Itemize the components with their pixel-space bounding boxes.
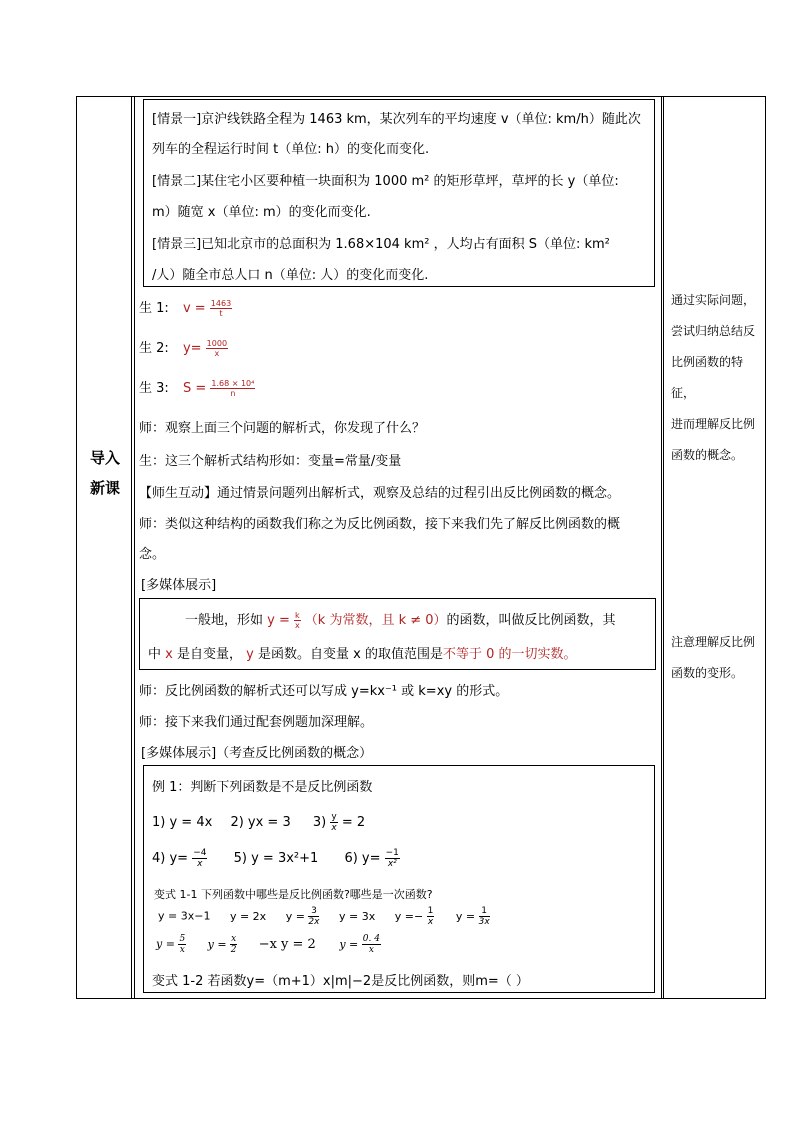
dialog-line: 师：反比例函数的解析式还可以写成 y=kx⁻¹ 或 k=xy 的形式。 [139,684,509,699]
definition-line: 中 x 是自变量， y 是函数。自变量 x 的取值范围是不等于 0 的一切实数。 [148,647,577,662]
fraction: $\frac{x}{2}$ [230,934,237,955]
scenario-line: /人）随全市总人口 n（单位: 人）的变化而变化. [152,268,429,283]
fraction: $\frac{1}{x}$ [427,906,434,927]
fraction: $\frac{3}{2x}$ [308,906,320,927]
example-box [143,765,655,993]
dialog-line: 师：接下来我们通过配套例题加深理解。 [139,715,374,730]
student-answer: 生 2: y= $\frac{1000}{x}$ [139,339,228,358]
fraction: $\frac{1000}{x}$ [206,339,228,358]
fraction: $\frac{\text{1.68 × 10⁴}}{n}$ [211,379,255,398]
scenario-box [143,99,655,287]
scenario-line: [情景一]京沪线铁路全程为 1463 km，某次列车的平均速度 v（单位: km/h）随此次 [152,112,641,127]
scenario-line: 列车的全程运行时间 t（单位: h）的变化而变化. [152,142,430,157]
variant-line: 变式 1-2 若函数y=（m+1）x|m|−2是反比例函数，则m=（ ） [152,974,529,989]
dialog-line: 师：类似这种结构的函数我们称之为反比例函数，接下来我们先了解反比例函数的概 [139,517,621,532]
section-column [77,97,132,998]
definition-box [139,598,656,670]
definition-line: 一般地，形如 y = $\frac{k}{x}$ （k 为常数，且 k ≠ 0）的函数，叫做反比例函数，其 [185,611,616,630]
example-row: 4) y= $\frac{-4}{x}$ 5) y = 3x²+1 6) y= $\frac{-1}{\text{x²}}$ [152,848,399,869]
lesson-table [76,96,766,999]
scenario-line: [情景三]已知北京市的总面积为 1.68×104 km² ，人均占有面积 S（单位: km² [152,237,610,252]
dialog-line: 念。 [139,547,166,562]
scenario-line: [情景二]某住宅小区要种植一块面积为 1000 m² 的矩形草坪，草坪的长 y（单位: [152,174,619,189]
example-row: 1) y = 4x 2) yx = 3 3) $\frac{y}{x}$ = 2 [152,812,366,833]
section-label: 导入 新课 [89,449,120,497]
column-divider [132,97,135,998]
dialog-line: 师：观察上面三个问题的解析式，你发现了什么？ [139,421,426,436]
student-answer: 生 1: v = $\frac{1463}{t}$ [139,299,232,318]
variant-row: y = 3x−1 y = 2x y = $\frac{3}{2x}$ y = 3x y =− $\frac{1}{x}$ y = $\frac{1}{3x}$ [158,906,490,927]
variant-title: 变式 1-1 下列函数中哪些是反比例函数?哪些是一次函数? [154,888,433,901]
student-answer: 生 3: S = $\frac{\text{1.68 × 10⁴}}{n}$ [139,379,255,398]
example-title: 例 1：判断下列函数是不是反比例函数 [152,780,373,795]
fraction: $\frac{5}{x}$ [179,934,186,955]
variant-row: y = $\frac{5}{x}$ y = $\frac{x}{2}$ −x y = 2 y = $\frac{0. 4}{x}$ [156,934,380,955]
fraction: $\frac{-1}{\text{x²}}$ [385,848,399,869]
note-block: 注意理解反比例 函数的变形。 [671,635,756,680]
column-divider [661,97,664,998]
fraction: $\frac{0. 4}{x}$ [362,934,380,955]
note-block: 通过实际问题， 尝试归纳总结反 比例函数的特征， 进而理解反比例 函数的概念。 [671,293,756,462]
fraction: $\frac{1463}{t}$ [210,299,232,318]
fraction: $\frac{k}{x}$ [294,611,300,630]
fraction: $\frac{-4}{x}$ [193,848,207,869]
dialog-line: [多媒体展示]（考查反比例函数的概念） [141,746,373,761]
dialog-line: 生：这三个解析式结构形如：变量=常量/变量 [139,454,402,469]
dialog-line: [多媒体展示] [141,578,217,593]
fraction: $\frac{1}{3x}$ [478,906,490,927]
dialog-line: 【师生互动】通过情景问题列出解析式，观察及总结的过程引出反比例函数的概念。 [139,486,621,501]
fraction: $\frac{y}{x}$ [331,812,337,833]
scenario-line: m）随宽 x（单位: m）的变化而变化. [152,205,371,220]
